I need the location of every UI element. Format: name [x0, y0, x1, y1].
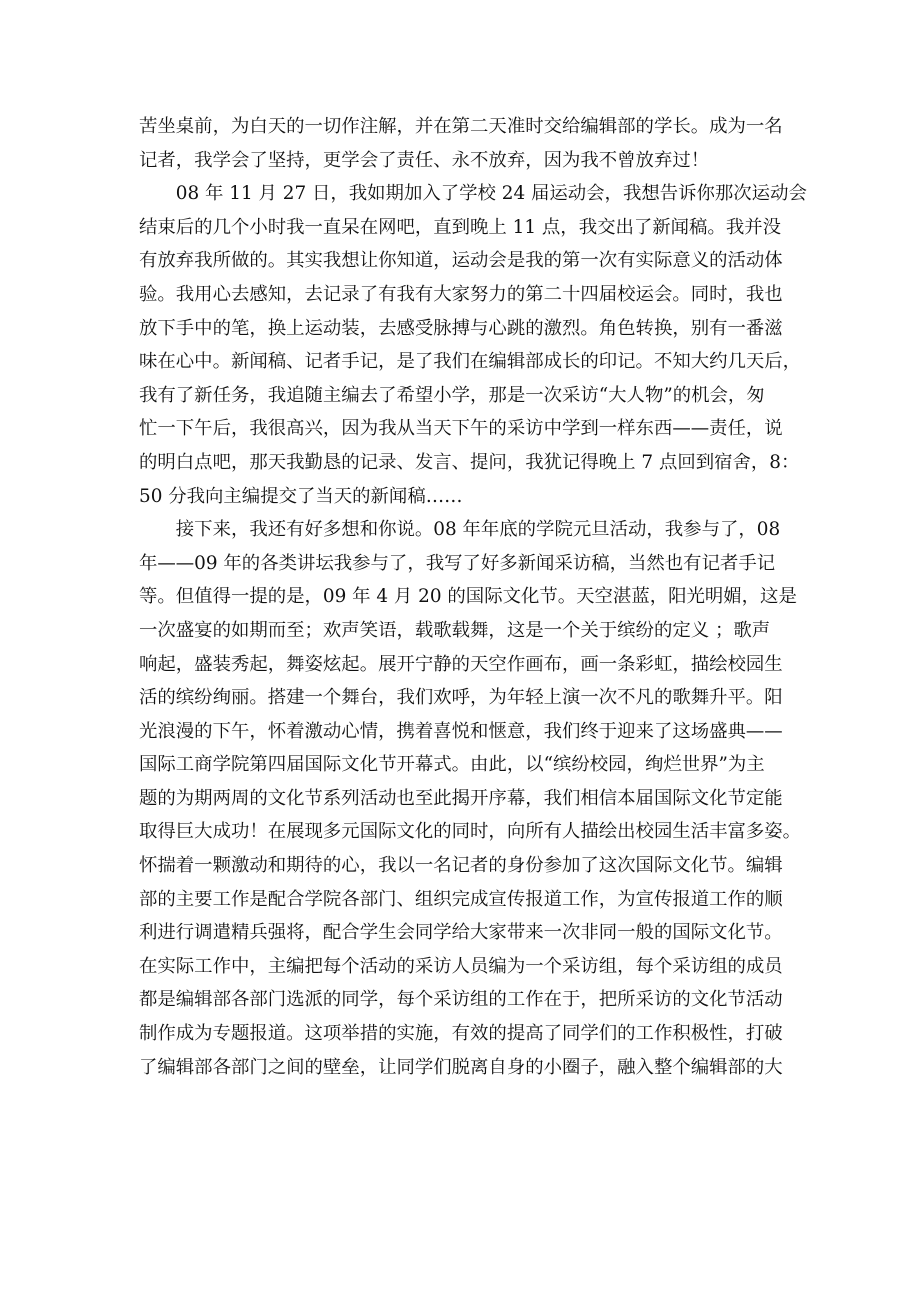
text-line: 活的缤纷绚丽。搭建一个舞台，我们欢呼，为年轻上演一次不凡的歌舞升平。阳 [139, 687, 783, 709]
text-line: 结束后的几个小时我一直呆在网吧，直到晚上 11 点，我交出了新闻稿。我并没 [139, 216, 781, 238]
text-line: 取得巨大成功！在展现多元国际文化的同时，向所有人描绘出校园生活丰富多姿。 [139, 821, 802, 843]
text-line: 光浪漫的下午，怀着激动心情，携着喜悦和惬意，我们终于迎来了这场盛典—— [139, 720, 783, 742]
text-line: 忙一下午后，我很高兴，因为我从当天下午的采访中学到一样东西——责任，说 [139, 418, 783, 440]
text-line: 50 分我向主编提交了当天的新闻稿…… [139, 485, 463, 507]
text-line: 部的主要工作是配合学院各部门、组织完成宣传报道工作，为宣传报道工作的顺 [139, 888, 783, 910]
text-line: 制作成为专题报道。这项举措的实施，有效的提高了同学们的工作积极性，打破 [139, 1023, 783, 1045]
text-line: 年——09 年的各类讲坛我参与了，我写了好多新闻采访稿，当然也有记者手记 [139, 552, 776, 574]
text-line: 在实际工作中，主编把每个活动的采访人员编为一个采访组，每个采访组的成员 [139, 955, 783, 977]
text-line: 验。我用心去感知，去记录了有我有大家努力的第二十四届校运会。同时，我也 [139, 283, 783, 305]
text-line: 等。但值得一提的是，09 年 4 月 20 的国际文化节。天空湛蓝，阳光明媚，这是 [139, 586, 797, 608]
text-line: 一次盛宴的如期而至；欢声笑语，载歌载舞，这是一个关于缤纷的定义 ；歌声 [139, 619, 771, 641]
text-line: 记者，我学会了坚持，更学会了责任、永不放弃，因为我不曾放弃过！ [139, 149, 710, 171]
text-line: 接下来，我还有好多想和你说。08 年年底的学院元旦活动，我参与了，08 [139, 519, 781, 541]
paragraph-3 [139, 513, 801, 1084]
text-line: 都是编辑部各部门选派的同学，每个采访组的工作在于，把所采访的文化节活动 [139, 989, 783, 1011]
text-line: 怀揣着一颗激动和期待的心，我以一名记者的身份参加了这次国际文化节。编辑 [139, 855, 783, 877]
text-line: 响起，盛装秀起，舞姿炫起。展开宁静的天空作画布，画一条彩虹，描绘校园生 [139, 653, 783, 675]
paragraph-1 [139, 110, 801, 177]
text-line: 题的为期两周的文化节系列活动也至此揭开序幕，我们相信本届国际文化节定能 [139, 787, 783, 809]
text-line: 味在心中。新闻稿、记者手记，是了我们在编辑部成长的印记。不知大约几天后， [139, 351, 802, 373]
text-line: 国际工商学院第四届国际文化节开幕式。由此，以“缤纷校园，绚烂世界”为主 [139, 754, 765, 776]
paragraph-2 [139, 177, 807, 513]
text-line: 有放弃我所做的。其实我想让你知道，运动会是我的第一次有实际意义的活动体 [139, 250, 783, 272]
text-line: 利进行调遣精兵强将，配合学生会同学给大家带来一次非同一般的国际文化节。 [139, 922, 783, 944]
text-line: 了编辑部各部门之间的壁垒，让同学们脱离自身的小圈子，融入整个编辑部的大 [139, 1056, 783, 1078]
text-line: 08 年 11 月 27 日，我如期加入了学校 24 届运动会，我想告诉你那次运动会 [139, 183, 807, 205]
text-line: 放下手中的笔，换上运动装，去感受脉搏与心跳的激烈。角色转换，别有一番滋 [139, 317, 783, 339]
document-body [139, 110, 807, 1084]
text-line: 苦坐桌前，为白天的一切作注解，并在第二天准时交给编辑部的学长。成为一名 [139, 116, 783, 137]
text-line: 的明白点吧，那天我勤恳的记录、发言、提问，我犹记得晚上 7 点回到宿舍，8： [139, 451, 800, 473]
text-line: 我有了新任务，我追随主编去了希望小学，那是一次采访“大人物”的机会，匆 [139, 384, 765, 406]
